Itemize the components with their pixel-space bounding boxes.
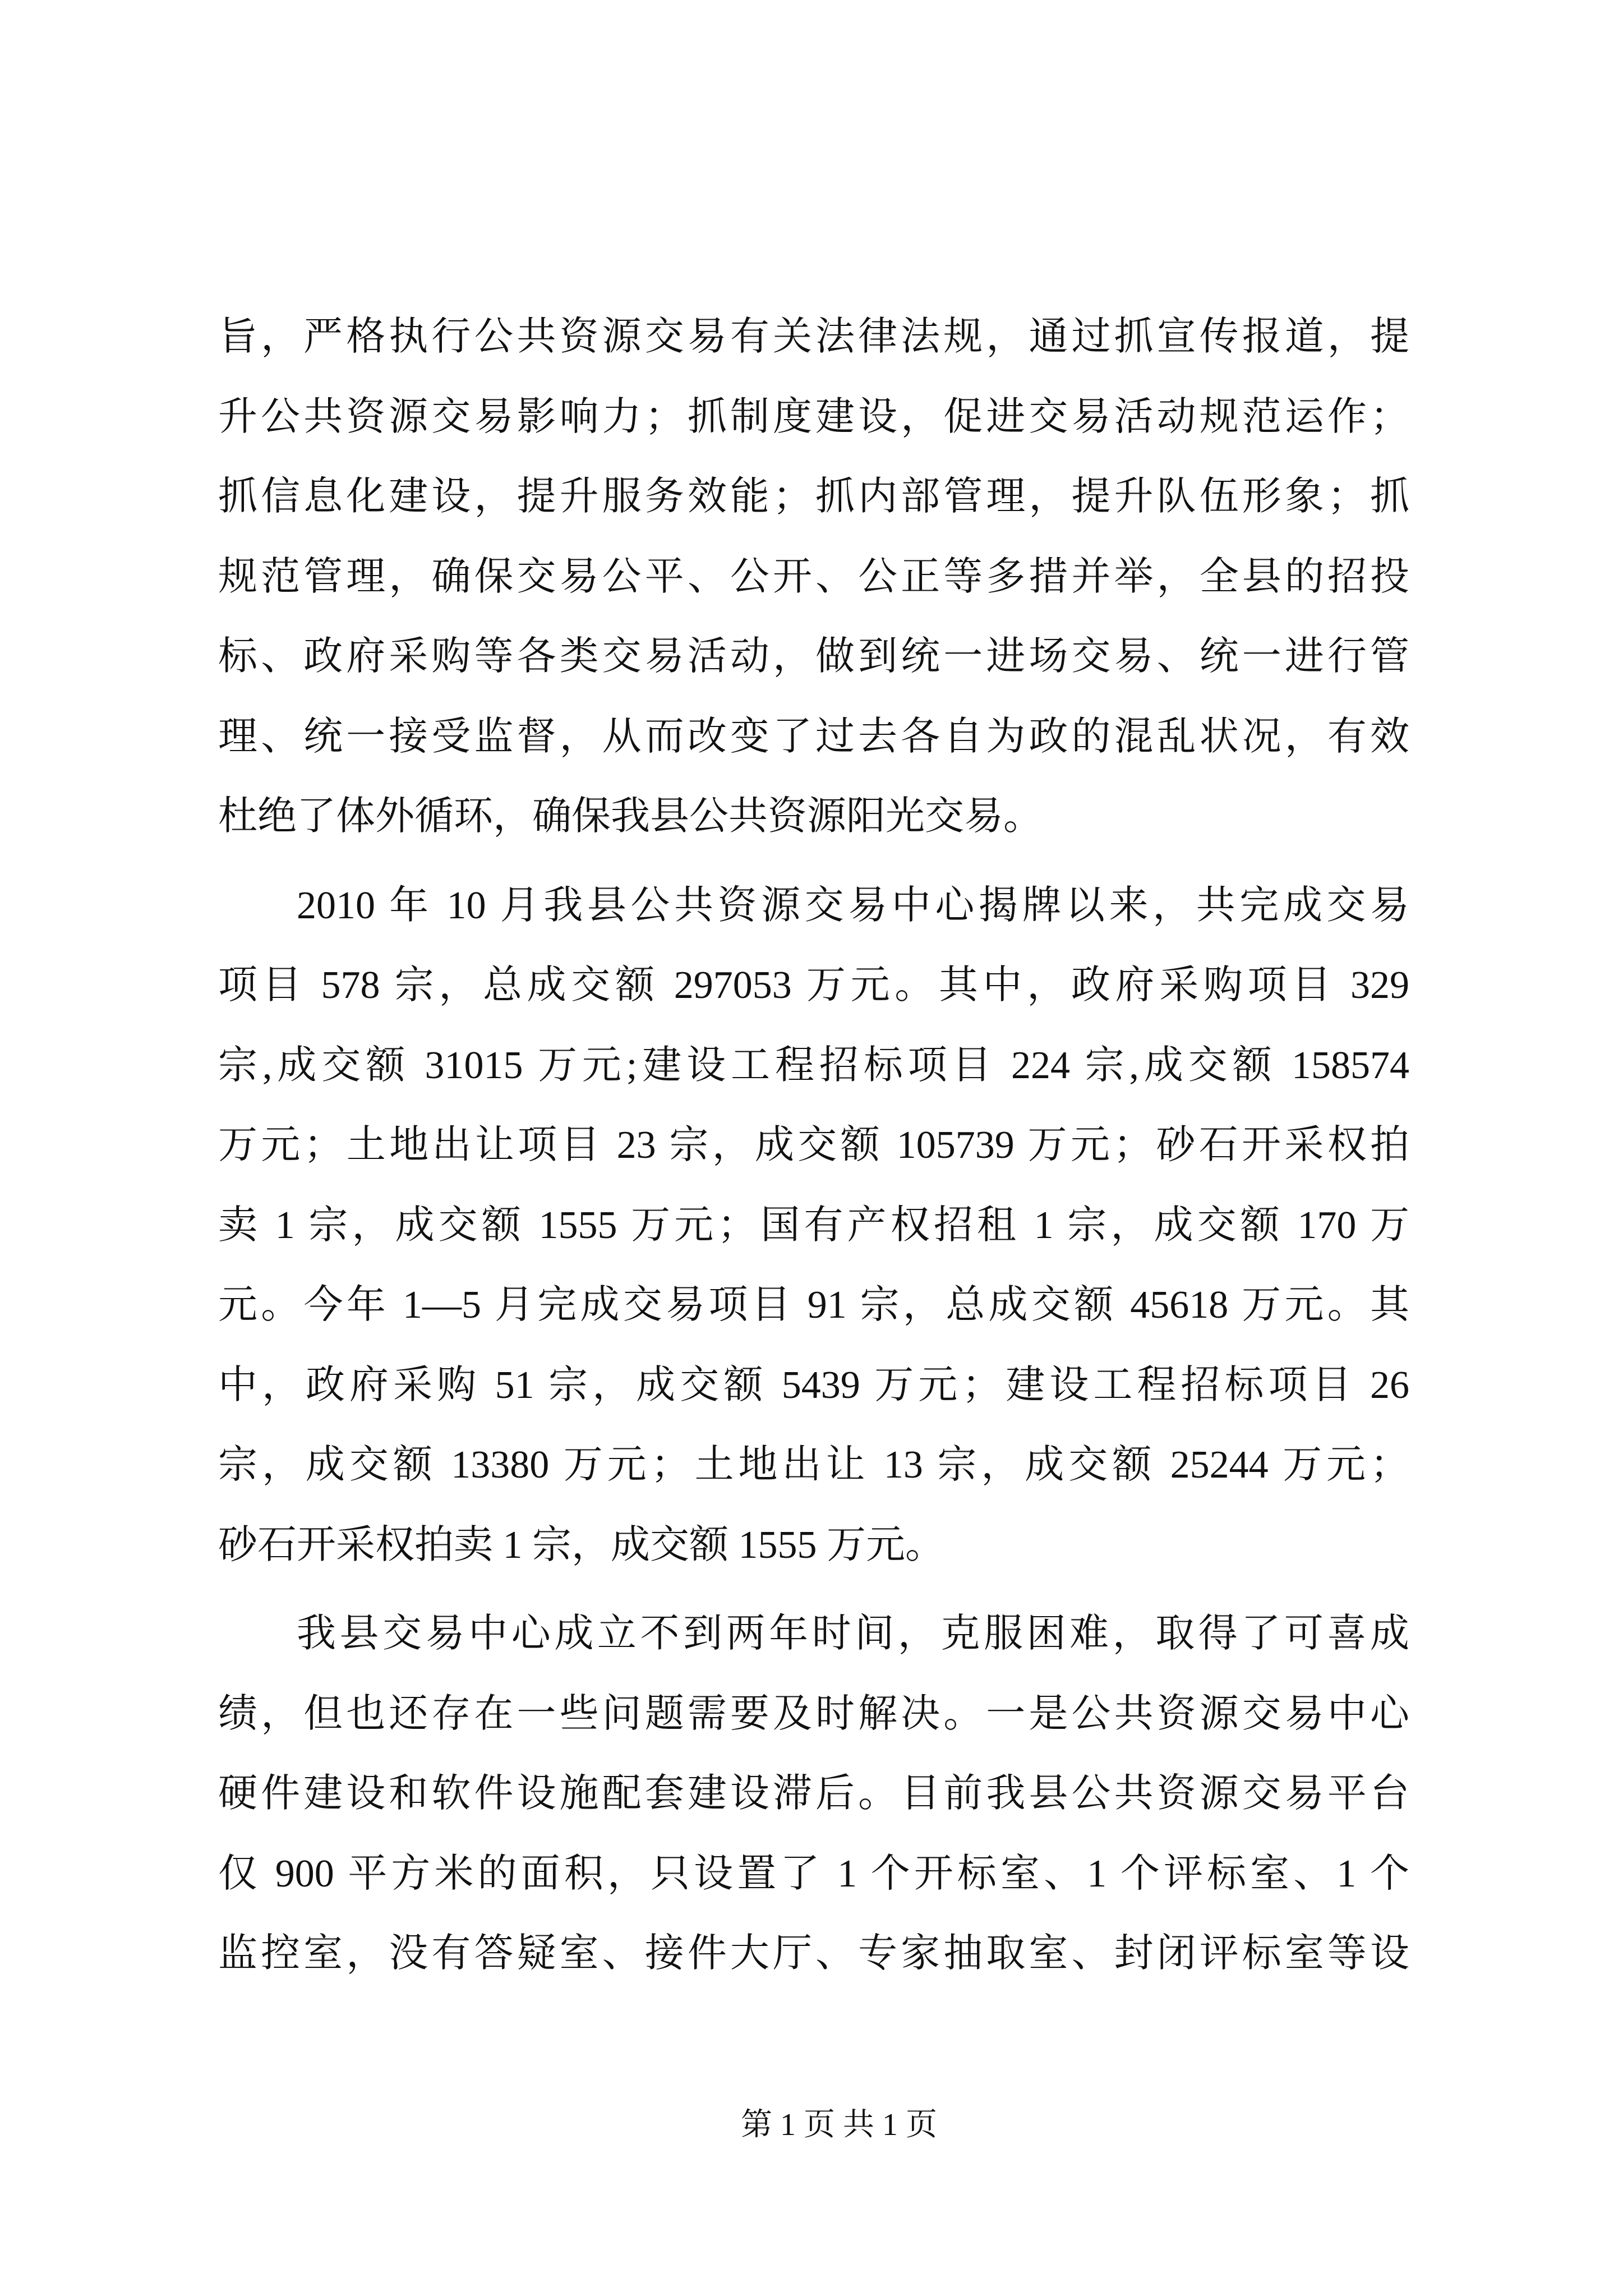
text-line: 我县交易中心成立不到两年时间，克服困难，取得了可喜成 [297, 1612, 1409, 1655]
text-line: 中，政府采购 51 宗，成交额 5439 万元；建设工程招标项目 26 [218, 1363, 1409, 1407]
text-line: 卖 1 宗，成交额 1555 万元；国有产权招租 1 宗，成交额 170 万 [218, 1203, 1409, 1247]
text-line: 仅 900 平方米的面积，只设置了 1 个开标室、1 个评标室、1 个 [218, 1852, 1409, 1895]
document-body [218, 297, 1409, 1994]
text-line: 宗，成交额 13380 万元；土地出让 13 宗，成交额 25244 万元； [218, 1443, 1409, 1487]
paragraph [218, 297, 1409, 857]
text-line: 规范管理，确保交易公平、公开、公正等多措并举，全县的招投 [218, 555, 1409, 599]
paragraph [218, 866, 1409, 1586]
text-line: 绩，但也还存在一些问题需要及时解决。一是公共资源交易中心 [218, 1692, 1409, 1736]
text-line: 元。今年 1—5 月完成交易项目 91 宗，总成交额 45618 万元。其 [218, 1283, 1409, 1327]
text-line: 万元；土地出让项目 23 宗，成交额 105739 万元；砂石开采权拍 [218, 1124, 1409, 1167]
text-line: 理、统一接受监督，从而改变了过去各自为政的混乱状况，有效 [218, 715, 1409, 758]
text-line: 抓信息化建设，提升服务效能；抓内部管理，提升队伍形象；抓 [218, 475, 1409, 518]
text-line: 标、政府采购等各类交易活动，做到统一进场交易、统一进行管 [218, 635, 1409, 678]
text-line: 砂石开采权拍卖 1 宗，成交额 1555 万元。 [218, 1523, 944, 1567]
text-line: 升公共资源交易影响力；抓制度建设，促进交易活动规范运作； [218, 395, 1409, 439]
text-line: 项目 578 宗，总成交额 297053 万元。其中，政府采购项目 329 [218, 964, 1409, 1007]
paragraph [218, 1594, 1409, 1994]
text-line: 监控室，没有答疑室、接件大厅、专家抽取室、封闭评标室等设 [218, 1932, 1409, 1975]
text-line: 硬件建设和软件设施配套建设滞后。目前我县公共资源交易平台 [218, 1772, 1409, 1815]
text-line: 旨，严格执行公共资源交易有关法律法规，通过抓宣传报道，提 [218, 315, 1409, 358]
text-line: 杜绝了体外循环，确保我县公共资源阳光交易。 [218, 795, 1043, 838]
page-footer: 第 1 页 共 1 页 [741, 2108, 937, 2142]
text-line: 2010 年 10 月我县公共资源交易中心揭牌以来，共完成交易 [297, 884, 1409, 927]
text-line: 宗,成交额 31015 万元;建设工程招标项目 224 宗,成交额 158574 [218, 1043, 1409, 1087]
